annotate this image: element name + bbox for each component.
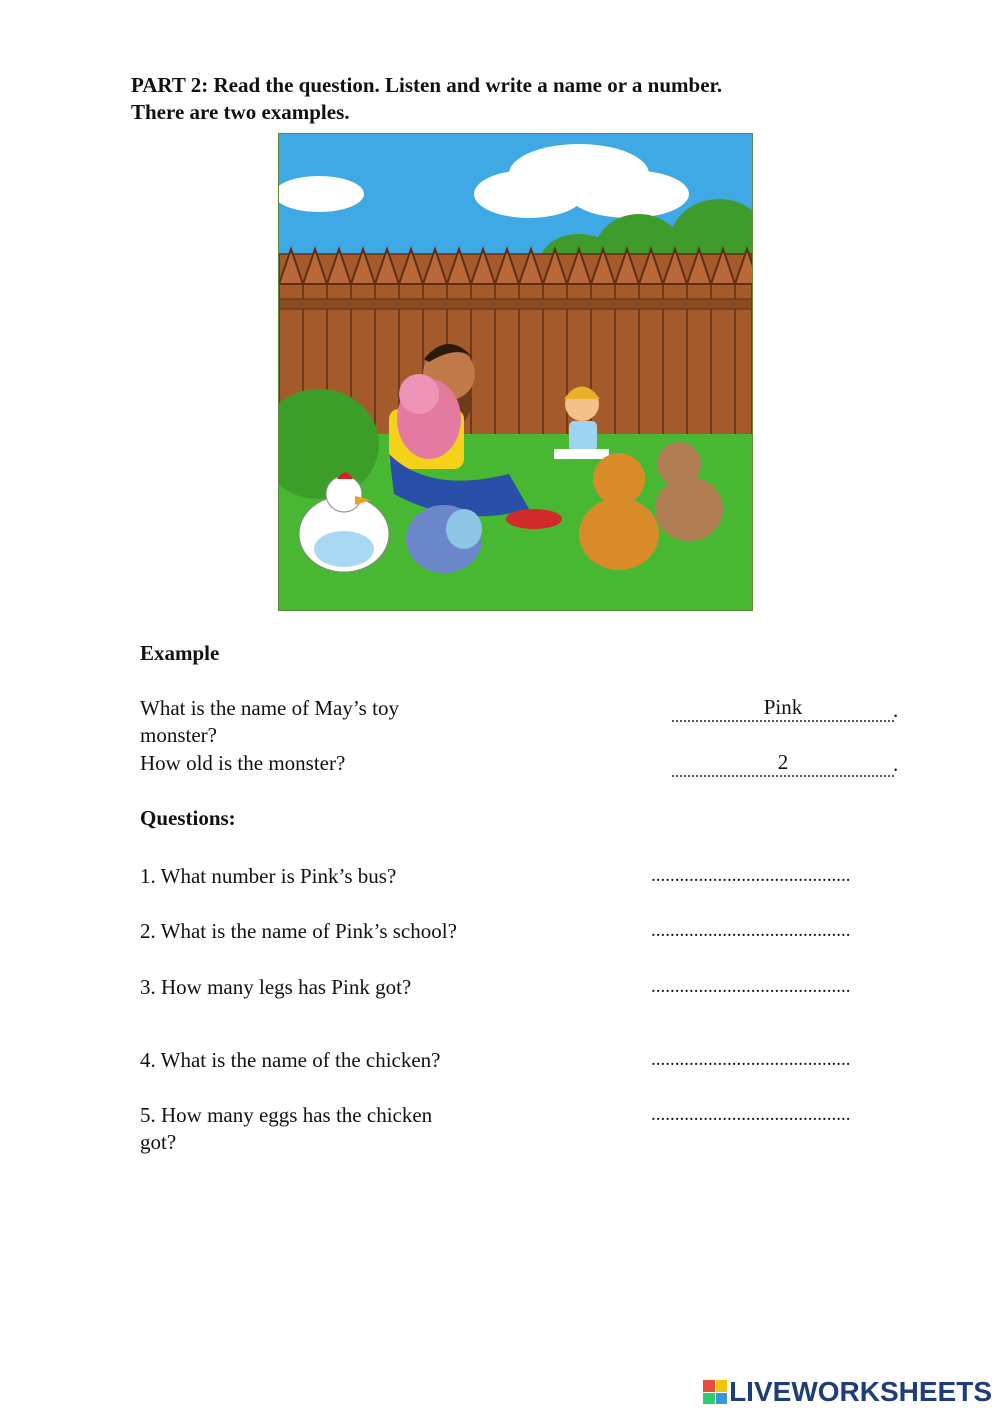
logo-square-1 [703,1380,715,1392]
questions-heading: Questions: [140,806,236,830]
question-3-answer-line[interactable]: .......................................... [651,976,851,997]
instructions-line-2: There are two examples. [131,100,350,124]
question-2: 2. What is the name of Pink’s school? [140,919,457,943]
example-question-2: How old is the monster? [140,751,346,775]
example-question-1-line-1: What is the name of May’s toy [140,696,399,720]
question-1: 1. What number is Pink’s bus? [140,864,397,888]
example-heading: Example [140,641,220,665]
story-illustration [278,133,753,611]
question-5-line-1: 5. How many eggs has the chicken [140,1103,433,1127]
example-answer-1: Pink [672,696,894,722]
question-2-answer-line[interactable]: .......................................... [651,920,851,941]
logo-square-4 [716,1393,728,1405]
logo-square-3 [703,1393,715,1405]
instructions-line-1: PART 2: Read the question. Listen and write a name or a number. [131,73,723,97]
liveworksheets-logo [703,1377,992,1407]
question-5-line-2: got? [140,1130,177,1154]
example-answer-2: 2 [672,751,894,777]
example-question-1-line-2: monster? [140,723,217,747]
example-answer-1-period: . [893,698,899,722]
question-3: 3. How many legs has Pink got? [140,975,412,999]
logo-square-2 [716,1380,728,1392]
example-answer-2-period: . [893,752,899,776]
liveworksheets-logo-text: LIVEWORKSHEETS [729,1376,992,1407]
question-4: 4. What is the name of the chicken? [140,1048,441,1072]
liveworksheets-logo-icon [703,1380,727,1404]
question-1-answer-line[interactable]: .......................................... [651,865,851,886]
question-4-answer-line[interactable]: .......................................... [651,1049,851,1070]
question-5-answer-line[interactable]: .......................................... [651,1104,851,1125]
